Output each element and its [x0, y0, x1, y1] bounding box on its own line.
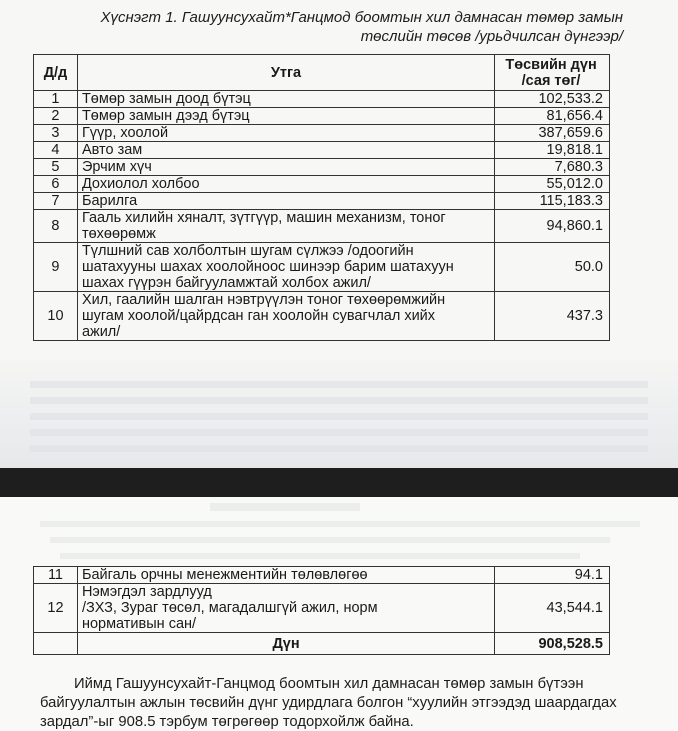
row-item: [77, 210, 494, 243]
table-row: [34, 142, 610, 159]
row-value: 81,656.4: [495, 108, 610, 125]
total-no-cell: [34, 633, 78, 655]
row-value: 43,544.1: [495, 584, 610, 633]
row-value: 387,659.6: [495, 125, 610, 142]
header-value: [495, 55, 610, 91]
row-item-line: шатахууны шахах хоолойноос шинээр барим шатахуун: [81, 259, 454, 275]
table-row: [34, 292, 610, 341]
row-number: 3: [34, 125, 78, 142]
row-item-line: Гааль хилийн хяналт, зүтгүүр, машин механизм, тоног: [81, 210, 446, 226]
row-number: 5: [34, 159, 78, 176]
row-item: [77, 193, 494, 210]
row-item: [77, 125, 494, 142]
table-row: [34, 125, 610, 142]
caption-line-1: Хүснэгт 1. Гашуунсухайт*Ганцмод боомтын хил дамнасан төмөр замын: [100, 9, 623, 26]
row-item-line: Түлшний сав холболтын шугам сүлжээ /одоогийн: [81, 243, 414, 259]
row-number: 1: [34, 91, 78, 108]
row-number: 8: [34, 210, 78, 243]
row-item-line: Төмөр замын доод бүтэц: [81, 91, 251, 107]
table-row: [34, 108, 610, 125]
row-item-line: шахах гүүрэн байгууламжтай холбох ажил/: [81, 275, 371, 291]
row-item-line: ажил/: [81, 324, 121, 340]
caption-line-2: төслийн төсөв /урьдчилсан дүнгээр/: [360, 28, 623, 45]
row-number: 12: [34, 584, 78, 633]
row-item-line: шугам хоолой/цайрдсан ган хоолойн сувагчлал хийх: [81, 308, 436, 324]
row-item: [77, 108, 494, 125]
table-body: [34, 91, 610, 341]
row-item-line: нормативын сан/: [81, 616, 197, 632]
row-item-line: Эрчим хүч: [81, 159, 152, 175]
row-number: 6: [34, 176, 78, 193]
total-value: 908,528.5: [495, 633, 610, 655]
bleed-through-text: [30, 372, 648, 442]
row-item-line: Нэмэгдэл зардлууд: [81, 584, 212, 600]
row-value: 7,680.3: [495, 159, 610, 176]
page-break-divider: [0, 468, 678, 497]
table-row: [34, 176, 610, 193]
table-row: [34, 567, 610, 584]
total-row: [34, 633, 610, 655]
row-item-line: Авто зам: [81, 142, 143, 158]
table-row: [34, 91, 610, 108]
row-number: 2: [34, 108, 78, 125]
row-number: 7: [34, 193, 78, 210]
row-value: 19,818.1: [495, 142, 610, 159]
row-item-line: Байгаль орчны менежментийн төлөвлөгөө: [81, 567, 368, 583]
row-item-line: Барилга: [81, 193, 138, 209]
table-row: [34, 193, 610, 210]
table-row: [34, 210, 610, 243]
row-value: 102,533.2: [495, 91, 610, 108]
table-row: [34, 159, 610, 176]
row-number: 10: [34, 292, 78, 341]
row-number: 4: [34, 142, 78, 159]
header-value-line-1: Төсвийн дүн: [505, 56, 597, 73]
row-value: 94.1: [495, 567, 610, 584]
row-value: 115,183.3: [495, 193, 610, 210]
conclusion-line-2: байгуулалтын ажлын төсвийн дүнг удирдлага болгон “хуулийн этгээдэд шаардагдах: [40, 695, 617, 711]
row-item: [77, 292, 494, 341]
table-body-continued: [34, 567, 610, 633]
row-item-line: /ЗХЗ, Зураг төсөл, магадалшгүй ажил, норм: [81, 600, 378, 616]
row-value: 50.0: [495, 243, 610, 292]
table-row: [34, 584, 610, 633]
table-caption: [60, 8, 623, 46]
row-item: [77, 243, 494, 292]
row-item-line: Дохиолол холбоо: [81, 176, 200, 192]
conclusion-line-1: Иймд Гашуунсухайт-Ганцмод боомтын хил дамнасан төмөр замын бүтээн: [74, 676, 584, 692]
row-item-line: Төмөр замын дээд бүтэц: [81, 108, 250, 124]
row-item-line: Хил, гаалийн шалган нэвтрүүлэн тоног төхөөрөмжийн: [81, 292, 446, 308]
budget-table: [33, 54, 610, 341]
conclusion-line-3: зардал”-ыг 908.5 тэрбум төгрөгөөр тодорхойлж байна.: [40, 714, 414, 730]
conclusion-paragraph: [40, 675, 638, 731]
row-number: 9: [34, 243, 78, 292]
row-item-line: төхөөрөмж: [81, 226, 156, 242]
row-item: [77, 91, 494, 108]
total-label: Дүн: [77, 633, 494, 655]
row-item: [77, 567, 494, 584]
budget-table-continued: [33, 566, 610, 655]
row-item: [77, 159, 494, 176]
header-item: Утга: [77, 55, 494, 91]
row-item: [77, 584, 494, 633]
table-row: [34, 243, 610, 292]
header-no: Д/д: [34, 55, 78, 91]
row-item: [77, 176, 494, 193]
row-item-line: Гүүр, хоолой: [81, 125, 169, 141]
header-value-line-2: /сая төг/: [521, 72, 581, 89]
row-value: 437.3: [495, 292, 610, 341]
row-item: [77, 142, 494, 159]
table-header-row: [34, 55, 610, 91]
row-value: 94,860.1: [495, 210, 610, 243]
row-value: 55,012.0: [495, 176, 610, 193]
row-number: 11: [34, 567, 78, 584]
